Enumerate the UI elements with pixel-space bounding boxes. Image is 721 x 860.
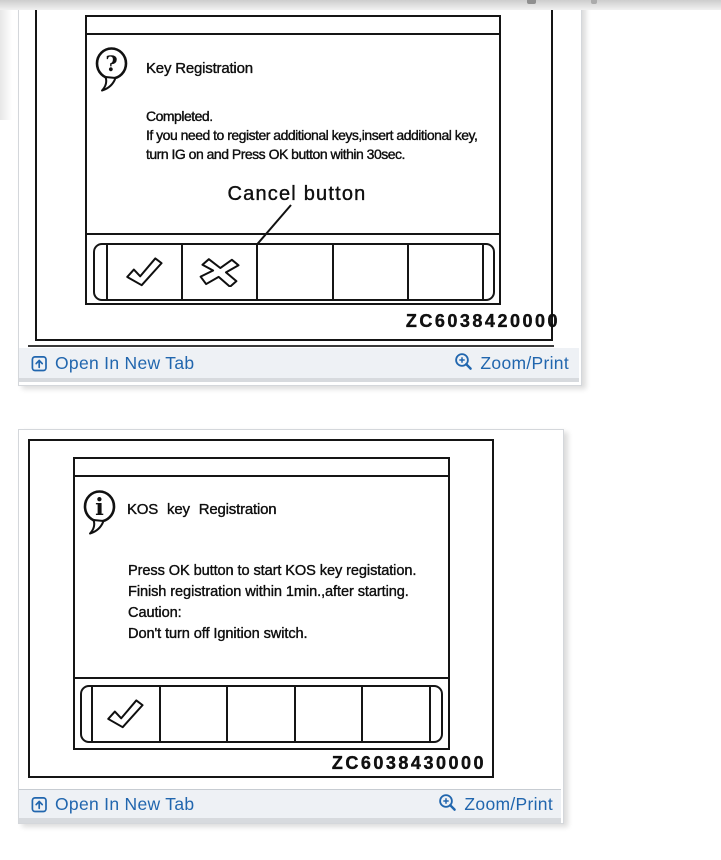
svg-text:?: ? — [105, 51, 118, 76]
figure1-footer-bottom-strip — [19, 378, 579, 382]
illustrated-empty-button — [258, 245, 333, 299]
illustrated-empty-button — [161, 687, 229, 741]
button-bar-endcap — [82, 687, 93, 741]
check-icon — [104, 698, 148, 730]
figure2-footer — [19, 789, 561, 818]
figure-card-2 — [18, 429, 564, 824]
button-bar-endcap — [95, 245, 108, 299]
figure1-image-frame — [35, 2, 553, 341]
check-icon — [123, 256, 167, 288]
open-in-new-tab-link[interactable] — [31, 794, 194, 815]
dialog2-button-strip-divider — [75, 677, 448, 679]
dialog2-body — [128, 561, 416, 645]
dialog1-body — [146, 107, 477, 164]
figure2-dialog-illustration — [73, 457, 450, 750]
open-in-new-tab-icon — [31, 796, 48, 813]
svg-text:i: i — [95, 494, 104, 521]
figure1-dialog-illustration — [85, 15, 501, 305]
dialog2-body-line: Finish registration within 1min.,after starting. — [128, 584, 409, 600]
illustrated-cancel-button — [183, 245, 258, 299]
dialog2-body-line: Caution: — [128, 605, 182, 621]
dialog2-body-line: Don't turn off Ignition switch. — [128, 626, 308, 642]
dialog1-titlebar — [87, 17, 499, 35]
dialog1-body-line: turn IG on and Press OK button within 30sec. — [146, 146, 405, 162]
question-bubble-icon — [95, 47, 129, 94]
dialog1-button-strip-divider — [87, 233, 499, 235]
illustrated-empty-button — [363, 687, 429, 741]
figure1-footer-separator — [28, 345, 554, 347]
top-toolbar-edge — [0, 0, 721, 10]
zoom-print-label: Zoom/Print — [464, 793, 553, 814]
open-in-new-tab-label: Open In New Tab — [55, 793, 195, 814]
toolbar-icon-fragment — [527, 0, 536, 4]
illustrated-ok-button — [108, 245, 183, 299]
cancel-button-annotation-label: Cancel button — [227, 183, 367, 205]
open-in-new-tab-link[interactable] — [31, 353, 194, 374]
illustrated-empty-button — [228, 687, 296, 741]
dialog1-body-line: If you need to register additional keys,insert additional key, — [146, 127, 478, 143]
open-in-new-tab-label: Open In New Tab — [55, 352, 195, 373]
dialog2-titlebar — [75, 459, 448, 477]
figure2-footer-bottom-strip — [19, 818, 561, 823]
figure1-footer — [19, 348, 579, 378]
cancel-x-icon — [197, 257, 243, 287]
dialog2-body-line: Press OK button to start KOS key registation. — [128, 563, 417, 579]
figure2-code: ZC6038430000 — [331, 753, 486, 773]
illustrated-empty-button — [296, 687, 364, 741]
dialog2-title: KOS key Registration — [127, 501, 277, 518]
dialog1-title: Key Registration — [146, 60, 253, 77]
dialog1-body-line: Completed. — [146, 108, 213, 124]
zoom-print-link[interactable] — [454, 353, 569, 374]
figure1-code: ZC6038420000 — [405, 311, 560, 331]
illustrated-empty-button — [334, 245, 409, 299]
open-in-new-tab-icon — [31, 355, 48, 372]
button-bar-endcap — [482, 245, 493, 299]
dialog1-button-bar — [93, 243, 495, 301]
button-bar-endcap — [429, 687, 441, 741]
info-bubble-icon — [83, 490, 117, 537]
zoom-in-magnifier-icon — [454, 352, 473, 371]
figure2-image-frame — [28, 439, 494, 778]
page-edge-shade — [0, 10, 12, 120]
figure-card-1 — [18, 0, 582, 386]
toolbar-icon-fragment — [591, 0, 597, 4]
illustrated-ok-button — [93, 687, 161, 741]
zoom-print-link[interactable] — [438, 794, 553, 815]
illustrated-empty-button — [409, 245, 482, 299]
zoom-in-magnifier-icon — [438, 793, 457, 812]
dialog2-button-bar — [80, 685, 443, 743]
zoom-print-label: Zoom/Print — [480, 352, 569, 373]
